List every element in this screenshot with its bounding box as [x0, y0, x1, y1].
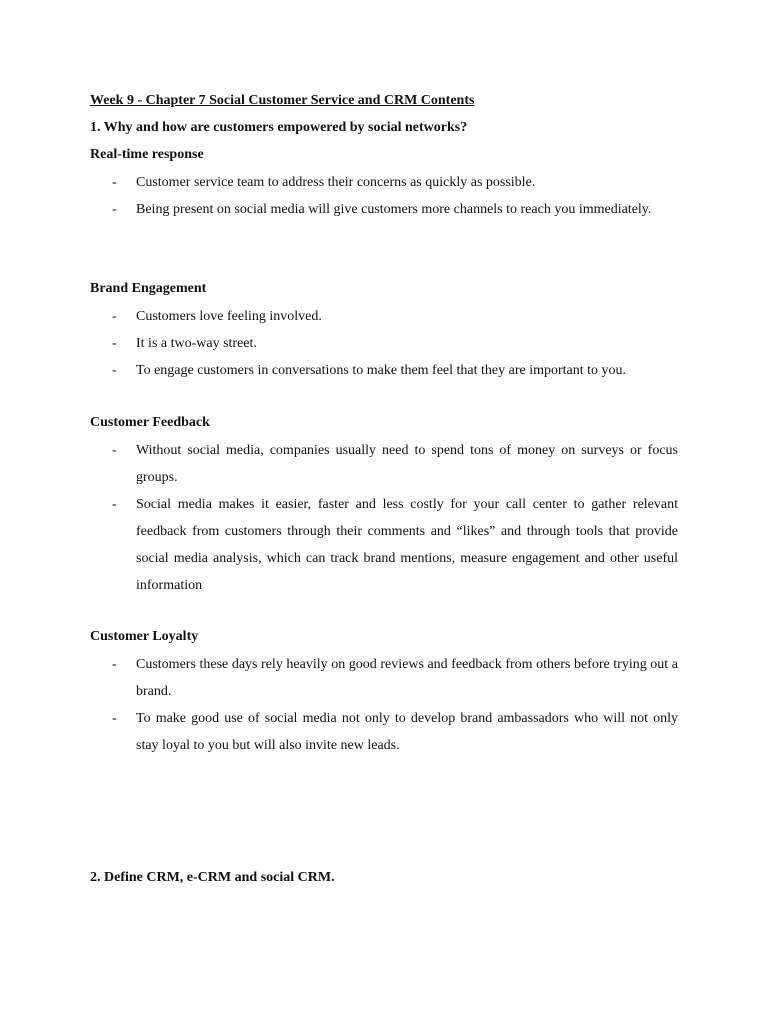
- section-heading-customer-feedback: Customer Feedback: [90, 415, 210, 430]
- bullet-text: Customers love feeling involved.: [136, 309, 322, 324]
- bullet-dash: -: [112, 175, 117, 190]
- bullet-list-customer-feedback: [90, 437, 678, 599]
- list-item: [90, 651, 678, 705]
- section-heading-brand-engagement: Brand Engagement: [90, 281, 207, 296]
- bullet-dash: -: [112, 336, 117, 351]
- list-item: [90, 705, 678, 759]
- bullet-list-brand-engagement: [90, 303, 678, 384]
- list-item: [90, 303, 678, 330]
- bullet-text: To make good use of social media not only to develop brand ambassadors who will not only stay loyal to you but will also invite new leads.: [136, 711, 678, 753]
- section-heading-real-time-response: Real-time response: [90, 147, 204, 162]
- section-heading-customer-loyalty: Customer Loyalty: [90, 629, 199, 644]
- question-2: 2. Define CRM, e-CRM and social CRM.: [90, 870, 335, 885]
- bullet-list-real-time-response: [90, 169, 678, 223]
- list-item: [90, 437, 678, 491]
- question-1: 1. Why and how are customers empowered by social networks?: [90, 120, 468, 135]
- bullet-text: Customer service team to address their concerns as quickly as possible.: [136, 175, 536, 190]
- bullet-text: Being present on social media will give customers more channels to reach you immediately.: [136, 202, 652, 217]
- bullet-dash: -: [112, 497, 117, 512]
- bullet-text: Customers these days rely heavily on good reviews and feedback from others before trying out a brand.: [136, 657, 678, 699]
- bullet-dash: -: [112, 363, 117, 378]
- bullet-dash: -: [112, 711, 117, 726]
- document-title: Week 9 - Chapter 7 Social Customer Service and CRM Contents: [90, 93, 475, 108]
- bullet-dash: -: [112, 657, 117, 672]
- bullet-dash: -: [112, 309, 117, 324]
- bullet-text: To engage customers in conversations to make them feel that they are important to you.: [136, 363, 627, 378]
- list-item: [90, 330, 678, 357]
- list-item: [90, 196, 678, 223]
- bullet-dash: -: [112, 202, 117, 217]
- bullet-text: Without social media, companies usually need to spend tons of money on surveys or focus groups.: [136, 443, 678, 485]
- list-item: [90, 169, 678, 196]
- bullet-dash: -: [112, 443, 117, 458]
- bullet-text: It is a two-way street.: [136, 336, 257, 351]
- bullet-list-customer-loyalty: [90, 651, 678, 759]
- list-item: [90, 357, 678, 384]
- list-item: [90, 491, 678, 599]
- bullet-text: Social media makes it easier, faster and less costly for your call center to gather relevant feedback from customers through their comments and “likes” and through tools that provide social media analysis, which can track brand mentions, measure engagement and other useful information: [136, 497, 678, 593]
